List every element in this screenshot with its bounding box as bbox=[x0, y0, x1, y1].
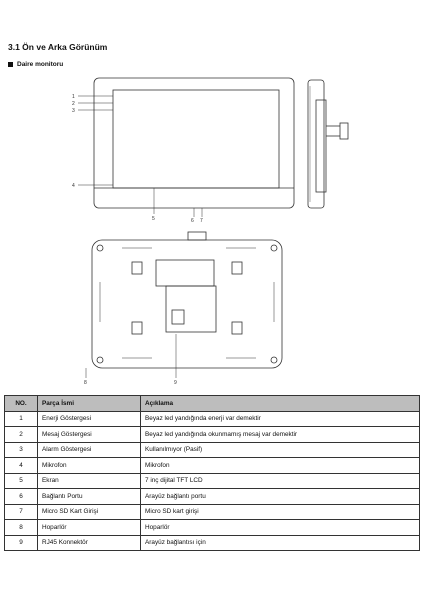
table-header-row bbox=[5, 396, 420, 412]
row-desc: Micro SD kart girişi bbox=[141, 504, 420, 520]
row-name: Enerji Göstergesi bbox=[38, 411, 141, 427]
header-no: NO. bbox=[5, 396, 38, 412]
header-description: Açıklama bbox=[141, 396, 420, 412]
parts-table bbox=[4, 395, 420, 551]
row-desc: Mikrofon bbox=[141, 458, 420, 474]
table-row bbox=[5, 442, 420, 458]
section-title: 3.1 Ön ve Arka Görünüm bbox=[8, 42, 108, 52]
callout-9: 9 bbox=[174, 380, 177, 386]
row-desc: Arayüz bağlantı portu bbox=[141, 489, 420, 505]
callout-5: 5 bbox=[152, 216, 155, 222]
table-row bbox=[5, 504, 420, 520]
monitor-diagram bbox=[0, 72, 424, 392]
table-row bbox=[5, 535, 420, 551]
section-subtitle bbox=[8, 61, 63, 68]
row-no: 3 bbox=[5, 442, 38, 458]
row-desc: Kullanılmıyor (Pasif) bbox=[141, 442, 420, 458]
table-row bbox=[5, 520, 420, 536]
row-no: 2 bbox=[5, 427, 38, 443]
row-name: Micro SD Kart Girişi bbox=[38, 504, 141, 520]
front-screen bbox=[113, 90, 279, 188]
callout-3: 3 bbox=[72, 108, 75, 114]
front-housing bbox=[94, 78, 294, 208]
row-no: 4 bbox=[5, 458, 38, 474]
table-row bbox=[5, 473, 420, 489]
back-housing bbox=[92, 240, 282, 368]
row-no: 6 bbox=[5, 489, 38, 505]
row-desc: Beyaz led yandığında okunmamış mesaj var demektir bbox=[141, 427, 420, 443]
row-name: Ekran bbox=[38, 473, 141, 489]
callout-8: 8 bbox=[84, 380, 87, 386]
row-desc: Hoparlör bbox=[141, 520, 420, 536]
table-row bbox=[5, 458, 420, 474]
row-desc: 7 inç dijital TFT LCD bbox=[141, 473, 420, 489]
callout-6: 6 bbox=[191, 218, 194, 224]
row-name: Bağlantı Portu bbox=[38, 489, 141, 505]
row-name: Hoparlör bbox=[38, 520, 141, 536]
row-name: RJ45 Konnektör bbox=[38, 535, 141, 551]
row-desc: Beyaz led yandığında enerji var demektir bbox=[141, 411, 420, 427]
row-desc: Arayüz bağlantısı için bbox=[141, 535, 420, 551]
front-view bbox=[78, 78, 294, 217]
row-name: Mesaj Göstergesi bbox=[38, 427, 141, 443]
row-no: 8 bbox=[5, 520, 38, 536]
callout-7: 7 bbox=[200, 218, 203, 224]
square-bullet-icon bbox=[8, 62, 13, 67]
row-no: 9 bbox=[5, 535, 38, 551]
table-row bbox=[5, 411, 420, 427]
table-row bbox=[5, 427, 420, 443]
callout-4: 4 bbox=[72, 183, 75, 189]
row-no: 7 bbox=[5, 504, 38, 520]
row-no: 5 bbox=[5, 473, 38, 489]
row-no: 1 bbox=[5, 411, 38, 427]
callout-1: 1 bbox=[72, 94, 75, 100]
table-row bbox=[5, 489, 420, 505]
side-view bbox=[308, 80, 348, 208]
callout-2: 2 bbox=[72, 101, 75, 107]
row-name: Mikrofon bbox=[38, 458, 141, 474]
row-name: Alarm Göstergesi bbox=[38, 442, 141, 458]
back-view bbox=[86, 232, 282, 378]
subtitle-text: Daire monitoru bbox=[17, 61, 64, 68]
header-part-name: Parça İsmi bbox=[38, 396, 141, 412]
